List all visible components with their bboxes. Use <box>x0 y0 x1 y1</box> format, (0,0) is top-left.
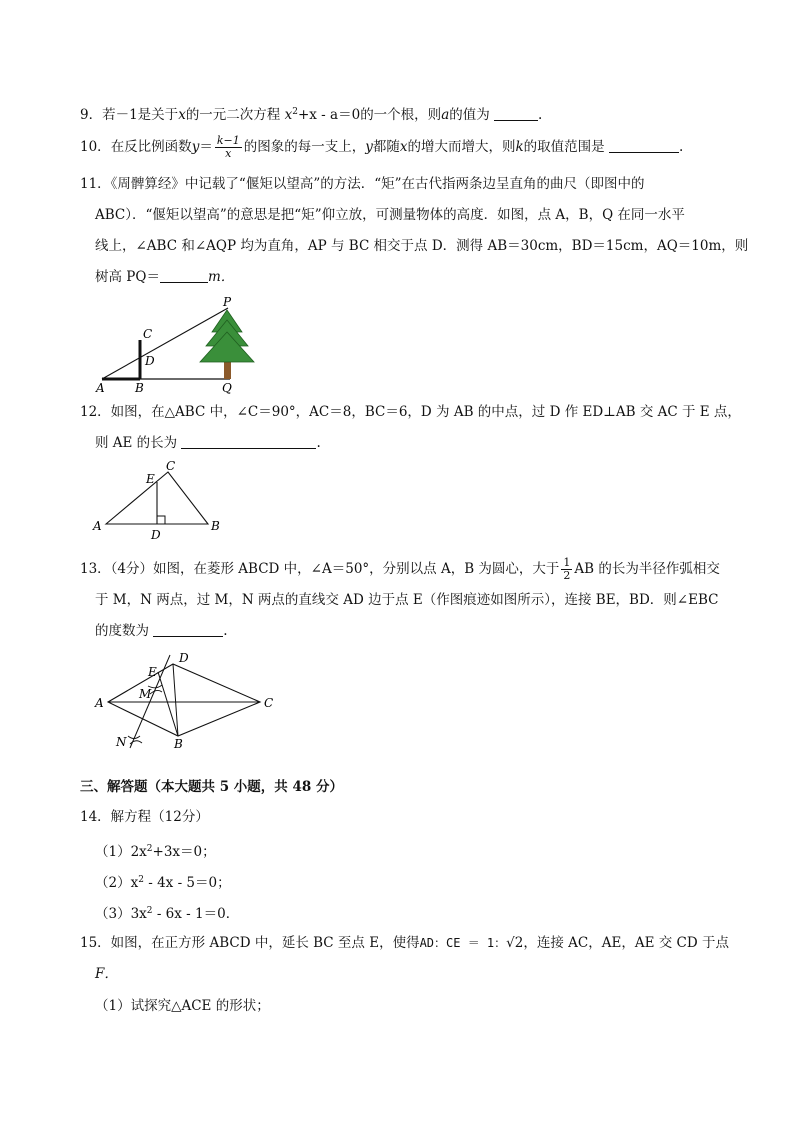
label-A: A <box>95 696 104 710</box>
question-14-part3: $(3)3x^2 - 6x - 1=0$． <box>95 906 240 922</box>
question-11-line3: 线上，∠ABC 和∠AQP 均为直角，AP 与 BC 相交于点 D．测得 AB＝30cm，BD＝15cm，AQ＝10m，则 <box>95 238 749 254</box>
label-A: A <box>93 519 102 533</box>
label-P: P <box>223 295 232 309</box>
label-B: B <box>174 737 183 750</box>
label-N: N <box>116 735 127 749</box>
label-B: B <box>135 381 144 395</box>
question-15-line1: 15．如图，在正方形 ABCD 中，延长 BC 至点 E，使得AD：CE ＝ 1：√2，连接 AC，AE，AE 交 CD 于点 <box>80 935 729 951</box>
label-E: E <box>146 472 155 486</box>
section-heading: 三、解答题（本大题共 5 小题，共 48 分） <box>80 779 343 795</box>
arc-n1 <box>128 736 140 739</box>
question-14-part1: $(1)2x^2+3x=0$； <box>95 844 216 860</box>
question-13-line1: 13．（4分）如图，在菱形 ABCD 中，∠A＝50°，分别以点 A，B 为圆心，大于 $\frac{1}{2}$ AB 的长为半径作弧相交 <box>80 556 720 582</box>
right-angle-mark <box>157 516 165 524</box>
question-12-line2: 则 AE 的长为 . <box>95 435 321 451</box>
question-9: 9．若－1是关于x的一元二次方程 $x^2+x - a=0$的一个根，则a的值为 . <box>80 107 543 123</box>
question-15-line2: F． <box>95 966 118 982</box>
answer-blank[interactable] <box>181 434 316 449</box>
question-12-line1: 12．如图，在△ABC 中，∠C＝90°，AC＝8，BC＝6，D 为 AB 的中点，过 D 作 ED⊥AB 交 AC 于 E 点， <box>80 404 741 420</box>
figure-tree-measurement <box>90 292 280 397</box>
question-11-line4: 树高 PQ＝ m． <box>95 269 235 285</box>
segment-be <box>158 672 178 736</box>
label-D: D <box>179 651 189 665</box>
label-D: D <box>145 354 155 368</box>
tree-icon <box>200 310 254 379</box>
label-A: A <box>96 381 105 395</box>
question-11-line1: 11．《周髀算经》中记载了“偃矩以望高”的方法．“矩”在古代指两条边呈直角的曲尺（即图中的 <box>80 176 645 192</box>
figure-right-triangle <box>88 456 238 542</box>
label-C: C <box>143 327 153 341</box>
label-Q: Q <box>222 381 232 395</box>
label-B: B <box>211 519 220 533</box>
answer-blank[interactable] <box>153 622 223 637</box>
question-11-line2: ABC）．“偃矩以望高”的意思是把“矩”仰立放，可测量物体的高度．如图，点 A，B，Q 在同一水平 <box>95 207 685 223</box>
fraction: $\frac{1}{2}$ <box>563 556 571 582</box>
arc-m2 <box>150 690 162 694</box>
segment-bd <box>173 664 178 736</box>
question-15-part1: （1）试探究△ACE 的形状； <box>95 998 270 1014</box>
label-E: E <box>148 665 157 679</box>
figure-rhombus <box>90 650 280 750</box>
question-13-line3: 的度数为 . <box>95 623 228 639</box>
rhombus-abcd <box>108 664 260 736</box>
label-C: C <box>166 459 176 473</box>
question-13-line2: 于 M，N 两点，过 M，N 两点的直线交 AD 边于点 E（作图痕迹如图所示），连接 BE，BD．则∠EBC <box>95 592 719 608</box>
answer-blank[interactable] <box>494 106 538 121</box>
fraction: $\frac{k-1}{x}$ <box>216 134 240 160</box>
question-14-title: 14．解方程（12分） <box>80 809 209 825</box>
label-D: D <box>151 528 161 542</box>
question-14-part2: $(2)x^2 - 4x - 5=0$； <box>95 875 231 891</box>
question-10: 10．在反比例函数y＝ $\frac{k-1}{x}$ 的图象的每一支上，y都随x的增大而增大，则k的取值范围是 . <box>80 134 684 160</box>
answer-blank[interactable] <box>609 138 679 153</box>
label-M: M <box>139 687 152 701</box>
label-C: C <box>264 696 274 710</box>
answer-blank[interactable] <box>160 268 208 283</box>
